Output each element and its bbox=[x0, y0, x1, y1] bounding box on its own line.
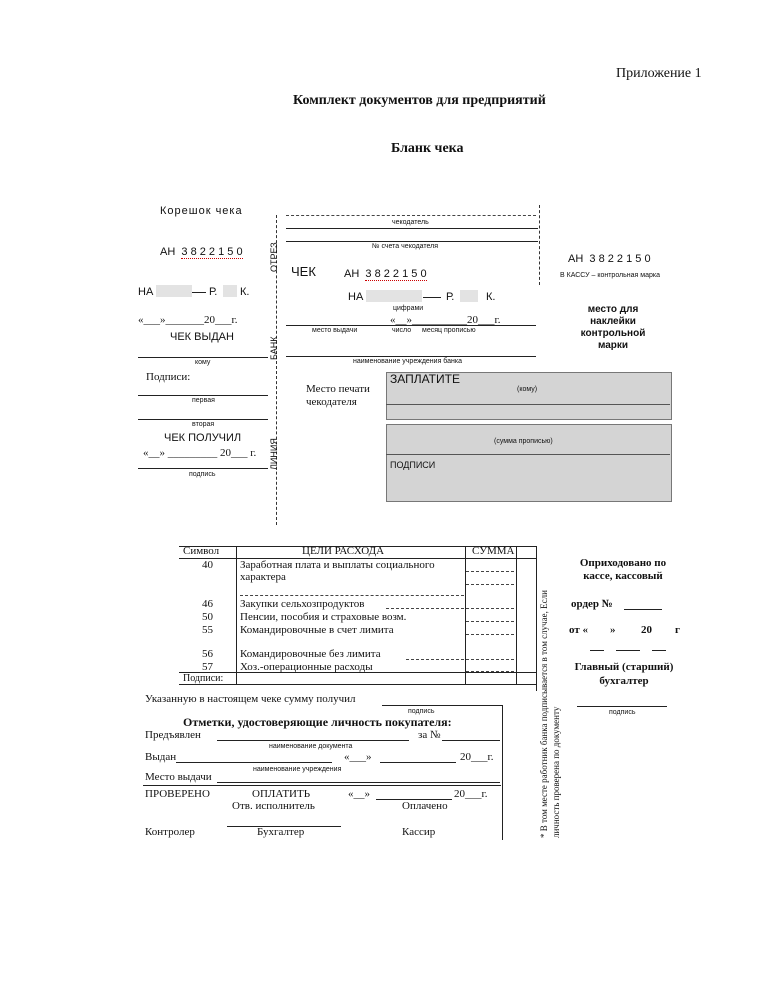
stub-kop-field[interactable] bbox=[223, 285, 237, 297]
row-text: Закупки сельхозпродуктов bbox=[240, 598, 365, 610]
doc-name-caption: наименование документа bbox=[269, 743, 353, 750]
row-text: Командировочные в счет лимита bbox=[240, 624, 394, 636]
stub-received-label: ЧЕК ПОЛУЧИЛ bbox=[164, 432, 242, 444]
chief-accountant-label: Главный (старший) бухгалтер bbox=[574, 661, 674, 687]
stub-to-whom-caption: кому bbox=[195, 359, 211, 366]
symbol-header: Символ bbox=[183, 545, 220, 557]
drawer-caption: чекодатель bbox=[392, 219, 429, 226]
row-code: 57 bbox=[202, 661, 213, 673]
stub-signature-caption: подпись bbox=[189, 471, 216, 478]
received-sum-label: Указанную в настоящем чеке сумму получил bbox=[145, 693, 356, 705]
bank-note: * В том месте работник банка подписывается в том случае, Если личность проверена по документу bbox=[539, 590, 561, 838]
stub-issued-label: ЧЕК ВЫДАН bbox=[170, 331, 234, 343]
month-caption: месяц прописью bbox=[422, 327, 476, 334]
stub-received-date: «__» _________ 20___ г. bbox=[143, 447, 257, 459]
appendix-label: Приложение 1 bbox=[616, 66, 702, 81]
pay-label-back: ОПЛАТИТЬ bbox=[252, 788, 311, 800]
cheque-k-label: К. bbox=[486, 291, 496, 303]
row-text: Заработная плата и выплаты социального характера bbox=[240, 559, 435, 583]
place-caption: место выдачи bbox=[312, 327, 358, 334]
tear-label: ОТРЕЗ bbox=[269, 242, 279, 272]
controller-label: Контролер bbox=[145, 826, 195, 838]
row-code: 55 bbox=[202, 624, 213, 636]
row-text: Командировочные без лимита bbox=[240, 648, 381, 660]
stub-k-label: К. bbox=[240, 286, 250, 298]
received-signature-caption: подпись bbox=[408, 708, 435, 715]
cheque-amount-field[interactable] bbox=[366, 290, 422, 302]
row-text: Хоз.-операционные расходы bbox=[240, 661, 373, 673]
bank-label: БАНК bbox=[269, 336, 279, 360]
from-g: г bbox=[675, 624, 680, 636]
cheque-kop-field[interactable] bbox=[460, 290, 478, 302]
pay-year: 20___г. bbox=[454, 788, 488, 800]
stub-signatures-label: Подписи: bbox=[146, 371, 191, 383]
stub-na-label: НА bbox=[138, 286, 154, 298]
stub-second-caption: вторая bbox=[192, 421, 215, 428]
cheque-label: ЧЕК bbox=[291, 264, 316, 279]
cheque-series: АН 3 8 2 2 1 5 0 bbox=[344, 268, 427, 280]
chief-signature-caption: подпись bbox=[609, 709, 636, 716]
cheque-r-label: Р. bbox=[446, 291, 455, 303]
stub-date: «___»_______20___г. bbox=[138, 314, 238, 326]
stamp-sticker-label: место для наклейки контрольной марки bbox=[580, 304, 646, 351]
stub-first-caption: первая bbox=[192, 397, 215, 404]
cheque-date: «__»__________20___г. bbox=[390, 314, 501, 326]
stamp-place-label: Место печати чекодателя bbox=[306, 383, 370, 408]
cashier-note: В КАССУ – контрольная марка bbox=[560, 272, 660, 279]
row-text: Пенсии, пособия и страховые возм. bbox=[240, 611, 407, 623]
row-code: 50 bbox=[202, 611, 213, 623]
responsible-label: Отв. исполнитель bbox=[232, 800, 315, 812]
purpose-header: ЦЕЛИ РАСХОДА bbox=[302, 545, 385, 557]
identity-title: Отметки, удостоверяющие личность покупателя: bbox=[183, 715, 452, 729]
stub-series: АН 3 8 2 2 1 5 0 bbox=[160, 246, 243, 258]
cashier-label: Кассир bbox=[402, 826, 436, 838]
day-caption: число bbox=[392, 327, 412, 334]
form-title: Бланк чека bbox=[391, 141, 464, 156]
account-caption: № счета чекодателя bbox=[372, 243, 439, 250]
from-close: » bbox=[610, 624, 616, 636]
page-title: Комплект документов для предприятий bbox=[293, 93, 546, 108]
whom-caption: (кому) bbox=[517, 386, 538, 393]
issued-year: 20___г. bbox=[460, 751, 494, 763]
row-code: 56 bbox=[202, 648, 213, 660]
pay-label: ЗАПЛАТИТЕ bbox=[390, 372, 460, 386]
row-code: 40 bbox=[202, 559, 213, 571]
stub-amount-field[interactable] bbox=[156, 285, 192, 297]
za-no-label: за № bbox=[418, 729, 441, 741]
from-label: от « bbox=[569, 624, 589, 636]
issue-place-label: Место выдачи bbox=[145, 771, 212, 783]
cash-received-label: Оприходовано по кассе, кассовый bbox=[579, 557, 667, 582]
pay-date: «__» bbox=[348, 788, 370, 800]
line-label: ЛИНИЯ bbox=[269, 438, 279, 470]
presented-label: Предъявлен bbox=[145, 729, 201, 741]
issued-date: «___» bbox=[344, 751, 372, 763]
cheque-na-label: НА bbox=[348, 291, 364, 303]
org-name-caption: наименование учреждения bbox=[253, 766, 342, 773]
from-year: 20 bbox=[641, 624, 652, 636]
issued-label: Выдан bbox=[145, 751, 177, 763]
paid-label: Оплачено bbox=[402, 800, 448, 812]
checked-label: ПРОВЕРЕНО bbox=[145, 788, 210, 800]
order-label: ордер № bbox=[571, 598, 613, 610]
row-code: 46 bbox=[202, 598, 213, 610]
sum-header: СУММА bbox=[472, 545, 515, 557]
stub-title: Корешок чека bbox=[160, 205, 243, 217]
signatures-box-label: ПОДПИСИ bbox=[390, 460, 436, 470]
table-signatures-label: Подписи: bbox=[183, 673, 224, 684]
bank-name-caption: наименование учреждения банка bbox=[353, 358, 463, 365]
amount-words-caption: (сумма прописью) bbox=[494, 438, 553, 445]
stub-r-label: Р. bbox=[209, 286, 218, 298]
digits-caption: цифрами bbox=[393, 305, 424, 312]
accountant-label: Бухгалтер bbox=[257, 826, 305, 838]
right-series: АН 3 8 2 2 1 5 0 bbox=[568, 253, 651, 265]
